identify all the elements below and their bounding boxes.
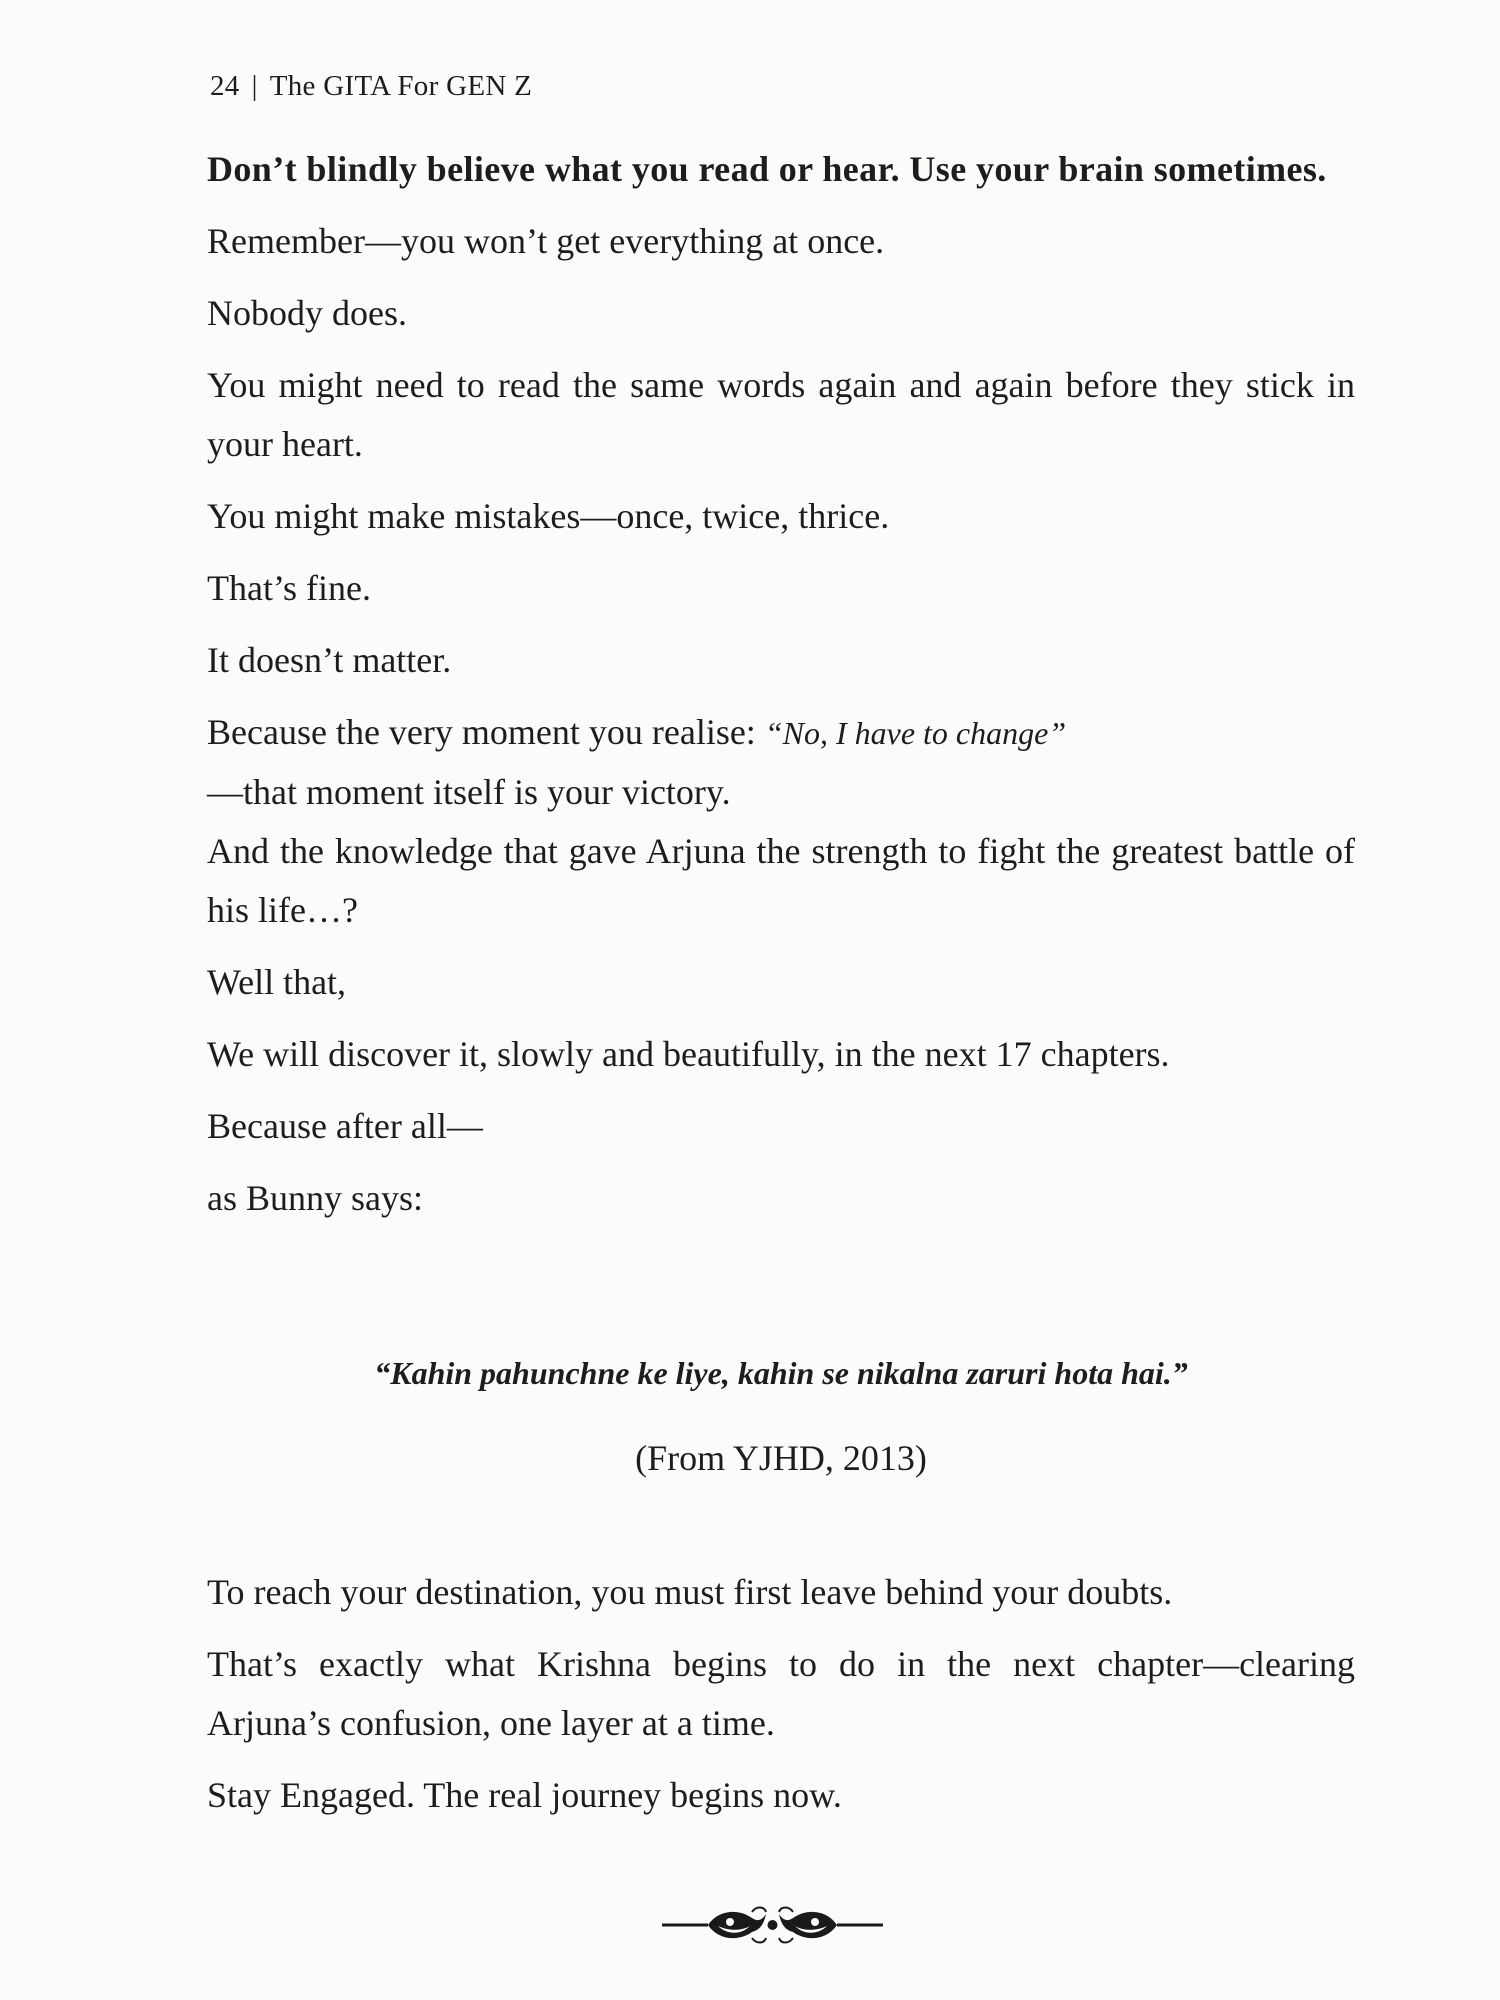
scroll-divider-icon — [660, 1900, 885, 1950]
paragraph: Because after all— — [207, 1106, 483, 1146]
paragraph — [207, 703, 1355, 763]
paragraph: Remember—you won’t get everything at once. — [207, 221, 885, 261]
book-title: The GITA For GEN Z — [269, 70, 533, 102]
italic-inline-quote: “No, I have to change” — [764, 715, 1067, 751]
paragraph: You might need to read the same words again and again before they stick in your heart. — [207, 365, 1355, 464]
paragraph: It doesn’t matter. — [207, 640, 452, 680]
paragraph: That’s fine. — [207, 568, 371, 608]
paragraph: —that moment itself is your victory. — [207, 772, 731, 812]
page-number: 24 — [210, 70, 240, 102]
featured-quote: “Kahin pahunchne ke liye, kahin se nikalna zaruri hota hai.” — [374, 1355, 1188, 1391]
bold-lead-paragraph: Don’t blindly believe what you read or hear. Use your brain sometimes. — [207, 149, 1327, 189]
header-separator: | — [251, 70, 258, 102]
closing-text — [207, 1563, 1355, 1838]
realise-text: Because the very moment you realise: — [207, 712, 765, 752]
paragraph: You might make mistakes—once, twice, thrice. — [207, 496, 890, 536]
main-text — [207, 140, 1355, 1241]
quote-source: (From YJHD, 2013) — [635, 1438, 927, 1478]
paragraph: And the knowledge that gave Arjuna the strength to fight the greatest battle of his life…? — [207, 831, 1355, 930]
paragraph: Stay Engaged. The real journey begins now. — [207, 1775, 842, 1815]
paragraph: We will discover it, slowly and beautifully, in the next 17 chapters. — [207, 1034, 1170, 1074]
paragraph: Nobody does. — [207, 293, 407, 333]
paragraph: That’s exactly what Krishna begins to do in the next chapter—clearing Arjuna’s confusion, one layer at a time. — [207, 1644, 1355, 1743]
running-header — [210, 70, 532, 103]
paragraph: To reach your destination, you must first leave behind your doubts. — [207, 1572, 1173, 1612]
paragraph: Well that, — [207, 962, 347, 1002]
paragraph: as Bunny says: — [207, 1178, 423, 1218]
